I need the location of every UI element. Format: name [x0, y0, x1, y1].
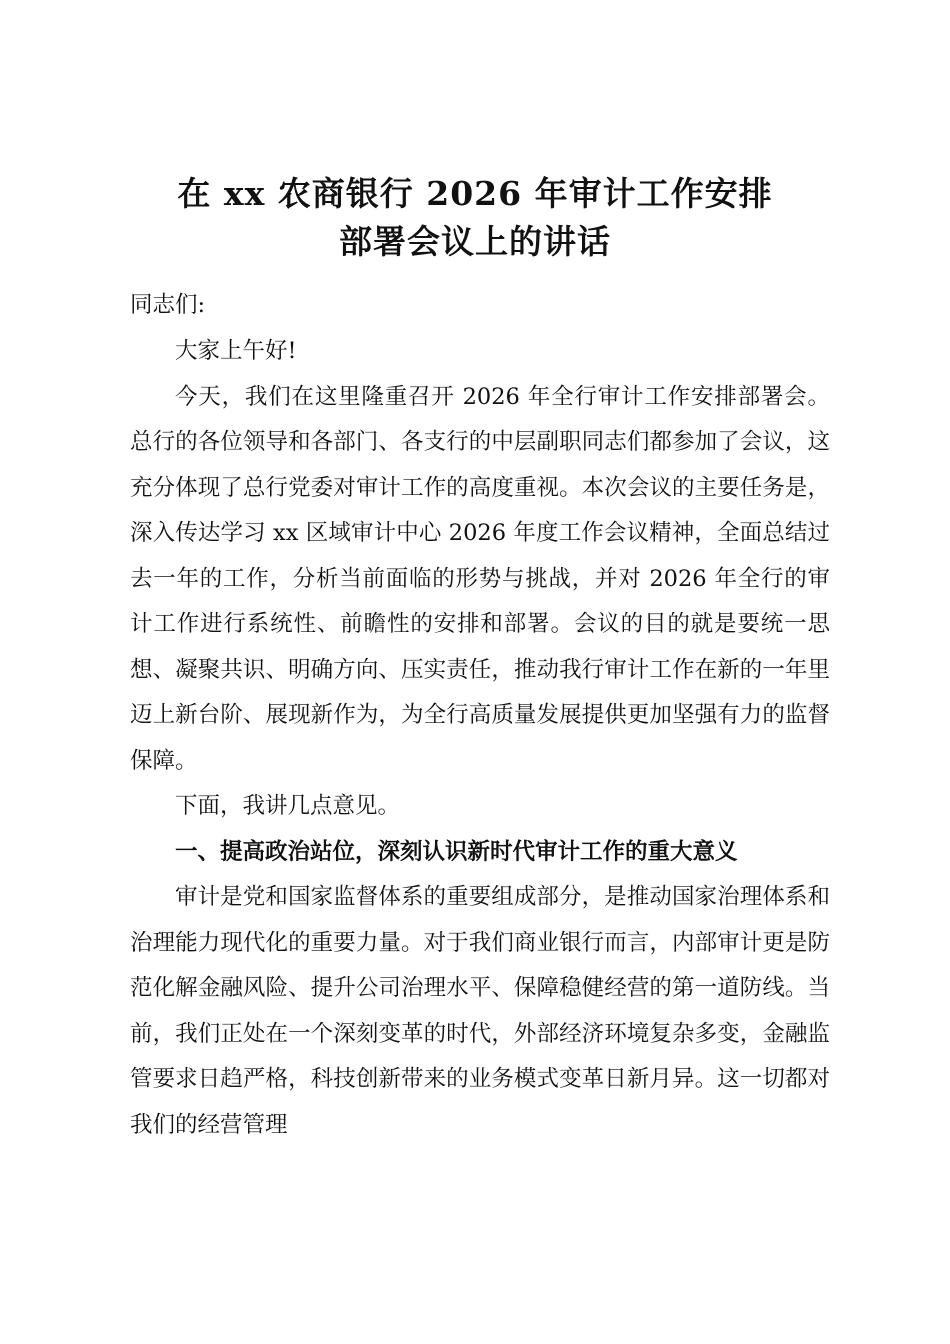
opening-paragraph: 今天，我们在这里隆重召开 2026 年全行审计工作安排部署会。总行的各位领导和各部门、各支行的中层副职同志们都参加了会议，这充分体现了总行党委对审计工作的高度重视。本次会议的主要任务是，深入传达学习 xx 区域审计中心 2026 年度工作会议精神，全面总结过去一年的工作，分析当前面临的形势与挑战，并对 2026 年全行的审计工作进行系统性、前瞻性的安排和部署。会议的目的就是要统一思想、凝聚共识、明确方向、压实责任，推动我行审计工作在新的一年里迈上新台阶、展现新作为，为全行高质量发展提供更加坚强有力的监督保障。 — [130, 383, 830, 774]
document-body — [130, 329, 830, 1148]
document-title-line-2: 部署会议上的讲话 — [339, 222, 611, 261]
transition-paragraph: 下面，我讲几点意见。 — [175, 793, 401, 819]
document-title-line-1: 在 xx 农商银行 2026 年审计工作安排 — [177, 174, 773, 213]
section-1-heading: 一、提高政治站位，深刻认识新时代审计工作的重大意义 — [175, 838, 738, 865]
greeting-paragraph: 大家上午好! — [175, 338, 297, 364]
section-1-paragraph: 审计是党和国家监督体系的重要组成部分，是推动国家治理体系和治理能力现代化的重要力量。对于我们商业银行而言，内部审计更是防范化解金融风险、提升公司治理水平、保障稳健经营的第一道防线。当前，我们正处在一个深刻变革的时代，外部经济环境复杂多变，金融监管要求日趋严格，科技创新带来的业务模式变革日新月异。这一切都对我们的经营管理 — [130, 884, 830, 1138]
salutation: 同志们: — [130, 292, 206, 318]
